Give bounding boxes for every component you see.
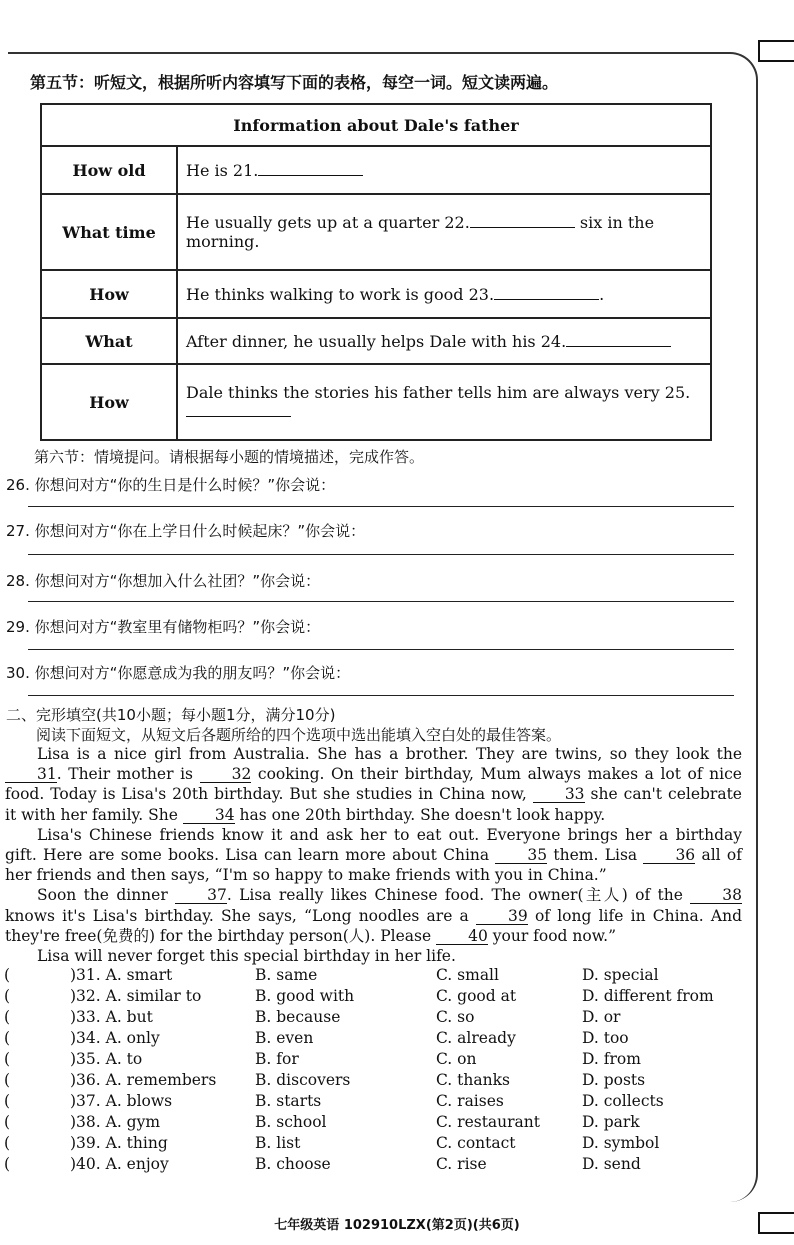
answer-line-30[interactable] bbox=[28, 695, 734, 696]
answer-line-27[interactable] bbox=[28, 554, 734, 555]
paragraph-1: Lisa is a nice girl from Australia. She has a brother. They are twins, so they look the 31. Their mother is 32 cooking. On their birthday, Mum always makes a lot of nice food. Today is Lisa's 20th birthday. But she studies in China now, 33 she can't celebrate it with her family. She 34 has one 20th birthday. She doesn't look happy. bbox=[5, 745, 742, 824]
blank-32[interactable]: 32 bbox=[200, 767, 252, 783]
answer-line-26[interactable] bbox=[28, 506, 734, 507]
paragraph-2: Lisa's Chinese friends know it and ask her to eat out. Everyone brings her a birthday gift. Here are some books. Lisa can learn more about China 35 them. Lisa 36 all of her friends and then says, “I'm so happy to make friends with you in China.” bbox=[5, 825, 742, 885]
blank-36[interactable]: 36 bbox=[643, 848, 695, 864]
option-row[interactable]: ( )31. A. smart B. same C. small D. special bbox=[4, 966, 659, 984]
answer-blank-21[interactable] bbox=[258, 161, 363, 176]
section5-title: 第五节：听短文，根据所听内容填写下面的表格，每空一词。短文读两遍。 bbox=[30, 73, 559, 92]
blank-37[interactable]: 37 bbox=[175, 888, 227, 904]
option-row[interactable]: ( )40. A. enjoy B. choose C. rise D. send bbox=[4, 1155, 641, 1173]
paragraph-3: Soon the dinner 37. Lisa really likes Chinese food. The owner(主人) of the 38 knows it's Lisa's birthday. She says, “Long noodles are a 39 of long life in China. And they're free(免费的) for the birthday person(人). Please 40 your food now.” bbox=[5, 886, 742, 945]
cloze-passage bbox=[5, 744, 742, 966]
table-row: How Dale thinks the stories his father tells him are always very 25. bbox=[41, 364, 711, 440]
blank-35[interactable]: 35 bbox=[495, 848, 547, 864]
blank-38[interactable]: 38 bbox=[690, 888, 742, 904]
blank-31[interactable]: 31 bbox=[5, 767, 57, 783]
question-28: 28. 你想问对方“你想加入什么社团？”你会说： bbox=[6, 572, 321, 590]
table-row: What After dinner, he usually helps Dale with his 24. bbox=[41, 318, 711, 364]
option-row[interactable]: ( )39. A. thing B. list C. contact D. symbol bbox=[4, 1134, 660, 1152]
option-row[interactable]: ( )35. A. to B. for C. on D. from bbox=[4, 1050, 641, 1068]
blank-40[interactable]: 40 bbox=[436, 929, 488, 945]
table-header: Information about Dale's father bbox=[41, 104, 711, 146]
option-row[interactable]: ( )32. A. similar to B. good with C. good at D. different from bbox=[4, 987, 714, 1005]
part2-title: 二、完形填空(共10小题；每小题1分，满分10分) bbox=[6, 706, 336, 724]
table-row: How old He is 21. bbox=[41, 146, 711, 194]
answer-blank-25[interactable] bbox=[186, 402, 291, 417]
corner-box-top bbox=[758, 40, 794, 62]
paragraph-4: Lisa will never forget this special birthday in her life. bbox=[37, 947, 456, 966]
option-row[interactable]: ( )37. A. blows B. starts C. raises D. collects bbox=[4, 1092, 664, 1110]
option-row[interactable]: ( )38. A. gym B. school C. restaurant D. park bbox=[4, 1113, 640, 1131]
answer-blank-24[interactable] bbox=[566, 332, 671, 347]
page-footer: 七年级英语 102910LZX(第2页)(共6页) bbox=[274, 1218, 520, 1233]
table-row: What time He usually gets up at a quarter 22. six in the morning. bbox=[41, 194, 711, 270]
option-row[interactable]: ( )36. A. remembers B. discovers C. thanks D. posts bbox=[4, 1071, 646, 1089]
answer-line-29[interactable] bbox=[28, 649, 734, 650]
blank-34[interactable]: 34 bbox=[183, 808, 235, 824]
answer-line-28[interactable] bbox=[28, 601, 734, 602]
blank-39[interactable]: 39 bbox=[476, 909, 528, 925]
question-30: 30. 你想问对方“你愿意成为我的朋友吗？”你会说： bbox=[6, 664, 351, 682]
blank-33[interactable]: 33 bbox=[533, 787, 585, 803]
option-row[interactable]: ( )33. A. but B. because C. so D. or bbox=[4, 1008, 621, 1026]
answer-blank-22[interactable] bbox=[470, 213, 575, 228]
section6-title: 第六节：情境提问。请根据每小题的情境描述，完成作答。 bbox=[34, 448, 425, 466]
option-row[interactable]: ( )34. A. only B. even C. already D. too bbox=[4, 1029, 629, 1047]
part2-instruction: 阅读下面短文，从短文后各题所给的四个选项中选出能填入空白处的最佳答案。 bbox=[36, 726, 562, 744]
answer-blank-23[interactable] bbox=[494, 285, 599, 300]
info-table bbox=[40, 103, 712, 441]
question-29: 29. 你想问对方“教室里有储物柜吗？”你会说： bbox=[6, 618, 321, 636]
question-27: 27. 你想问对方“你在上学日什么时候起床？”你会说： bbox=[6, 522, 366, 540]
table-row: How He thinks walking to work is good 23. . bbox=[41, 270, 711, 318]
question-26: 26. 你想问对方“你的生日是什么时候？”你会说： bbox=[6, 476, 336, 494]
